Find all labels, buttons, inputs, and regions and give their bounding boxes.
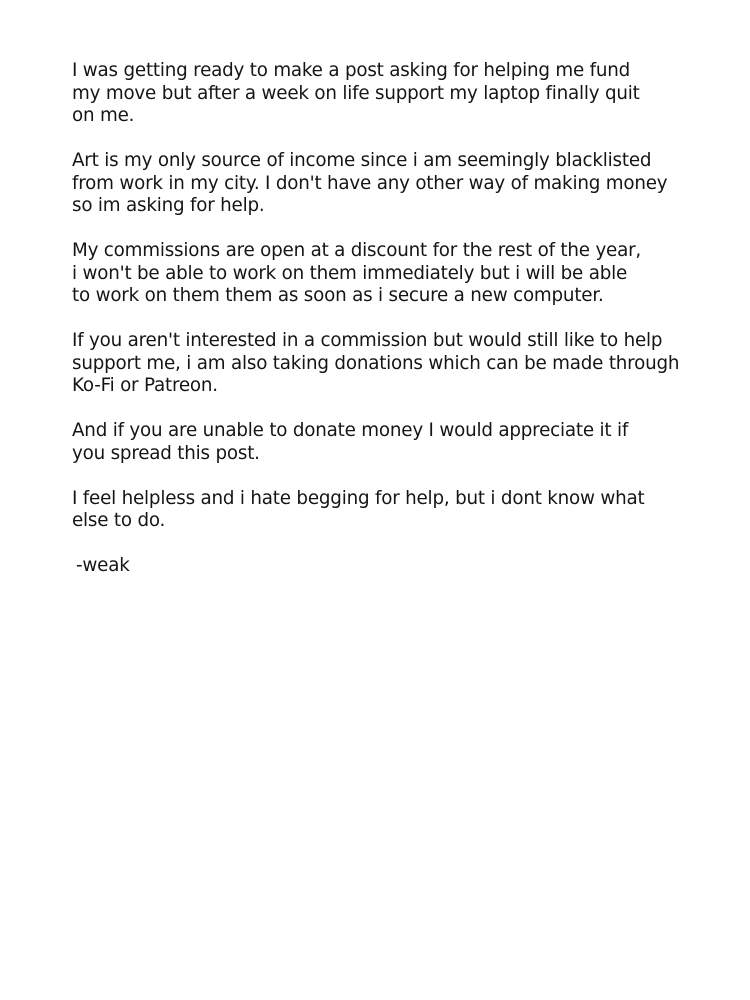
text-line: on me.: [72, 105, 135, 126]
paragraph-donations: [72, 330, 712, 398]
text-line: Art is my only source of income since i am seemingly blacklisted: [72, 150, 652, 171]
paragraph-commissions: [72, 240, 712, 308]
text-line: from work in my city. I don't have any other way of making money: [72, 172, 668, 194]
text-line: i won't be able to work on them immediately but i will be able: [72, 262, 628, 284]
paragraph-spread-post: [72, 420, 712, 465]
text-line: else to do.: [72, 510, 166, 531]
paragraph-laptop-quit: [72, 60, 712, 128]
signature: -weak: [76, 555, 130, 576]
letter-body: [72, 60, 712, 600]
text-line: so im asking for help.: [72, 195, 265, 216]
text-line: My commissions are open at a discount for the rest of the year,: [72, 240, 642, 261]
text-line: my move but after a week on life support my laptop finally quit: [72, 82, 640, 104]
paragraph-helpless: [72, 488, 712, 533]
signature-paragraph: [72, 555, 712, 578]
text-line: I feel helpless and i hate begging for help, but i dont know what: [72, 487, 645, 509]
text-line: Ko-Fi or Patreon.: [72, 375, 218, 396]
text-line: support me, i am also taking donations which can be made through: [72, 352, 680, 374]
text-line: to work on them them as soon as i secure a new computer.: [72, 285, 604, 306]
text-line: If you aren't interested in a commission but would still like to help: [72, 330, 663, 351]
text-line: And if you are unable to donate money I would appreciate it if: [72, 420, 629, 441]
paragraph-income: [72, 150, 712, 218]
text-line: you spread this post.: [72, 442, 260, 464]
text-line: I was getting ready to make a post asking for helping me fund: [72, 60, 631, 81]
